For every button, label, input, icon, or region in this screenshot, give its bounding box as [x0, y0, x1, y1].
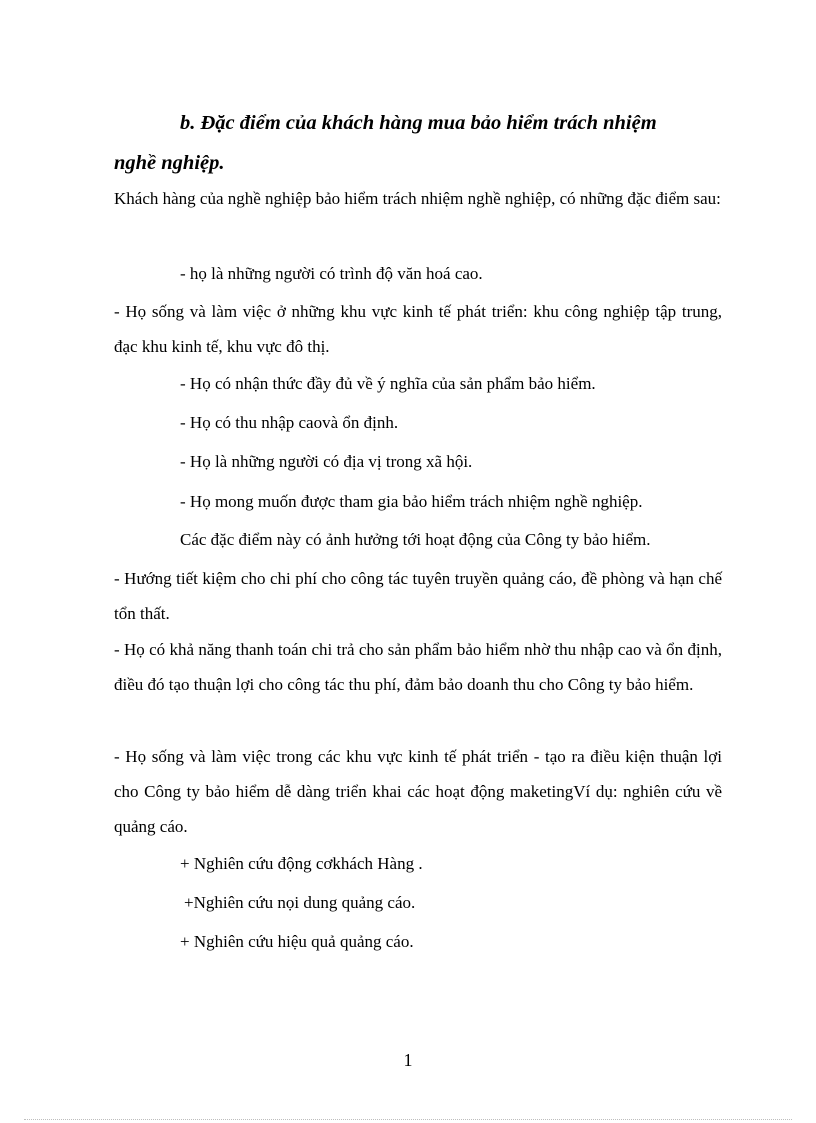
page-bottom-divider [24, 1119, 792, 1120]
page-number: 1 [403, 1050, 413, 1070]
paragraph-item: - Họ có thu nhập caovà ổn định. [180, 413, 399, 432]
list-item: + Nghiên cứu hiệu quả quảng cáo. [180, 932, 414, 951]
paragraph-item: - họ là những người có trình độ văn hoá cao. [180, 264, 483, 283]
paragraph-item: - Họ sống và làm việc ở những khu vực kinh tế phát triển: khu công nghiệp tập trung, đạc khu kinh tế, khu vực đô thị. [114, 302, 722, 356]
paragraph-item: - Họ có khả năng thanh toán chi trả cho sản phẩm bảo hiểm nhờ thu nhập cao và ổn định, điều đó tạo thuận lợi cho công tác thu phí, đảm bảo doanh thu cho Công ty bảo hiểm. [114, 640, 722, 694]
section-heading-line-2: nghề nghiệp. [114, 152, 225, 174]
paragraph-intro: Khách hàng của nghề nghiệp bảo hiểm trách nhiệm nghề nghiệp, có những đặc điểm sau: [114, 189, 721, 208]
section-heading [114, 103, 722, 183]
list-item: + Nghiên cứu động cơkhách Hàng . [180, 854, 423, 873]
paragraph-item: - Họ sống và làm việc trong các khu vực kinh tế phát triển - tạo ra điều kiện thuận lợi cho Công ty bảo hiểm dễ dàng triển khai các hoạt động maketingVí dụ: nghiên cứu về quảng cáo. [114, 747, 722, 836]
paragraph-summary: Các đặc điểm này có ảnh hưởng tới hoạt động của Công ty bảo hiểm. [180, 530, 651, 549]
section-heading-line-1: b. Đặc điểm của khách hàng mua bảo hiểm trách nhiệm [180, 112, 657, 134]
paragraph-item: - Họ có nhận thức đầy đủ về ý nghĩa của sản phẩm bảo hiểm. [180, 374, 596, 393]
paragraph-item: - Họ mong muốn được tham gia bảo hiểm trách nhiệm nghề nghiệp. [180, 492, 643, 511]
paragraph-item: - Hướng tiết kiệm cho chi phí cho công tác tuyên truyền quảng cáo, đề phòng và hạn chế tổn thất. [114, 569, 722, 623]
list-item: +Nghiên cứu nọi dung quảng cáo. [184, 893, 416, 912]
paragraph-item: - Họ là những người có địa vị trong xã hội. [180, 452, 473, 471]
